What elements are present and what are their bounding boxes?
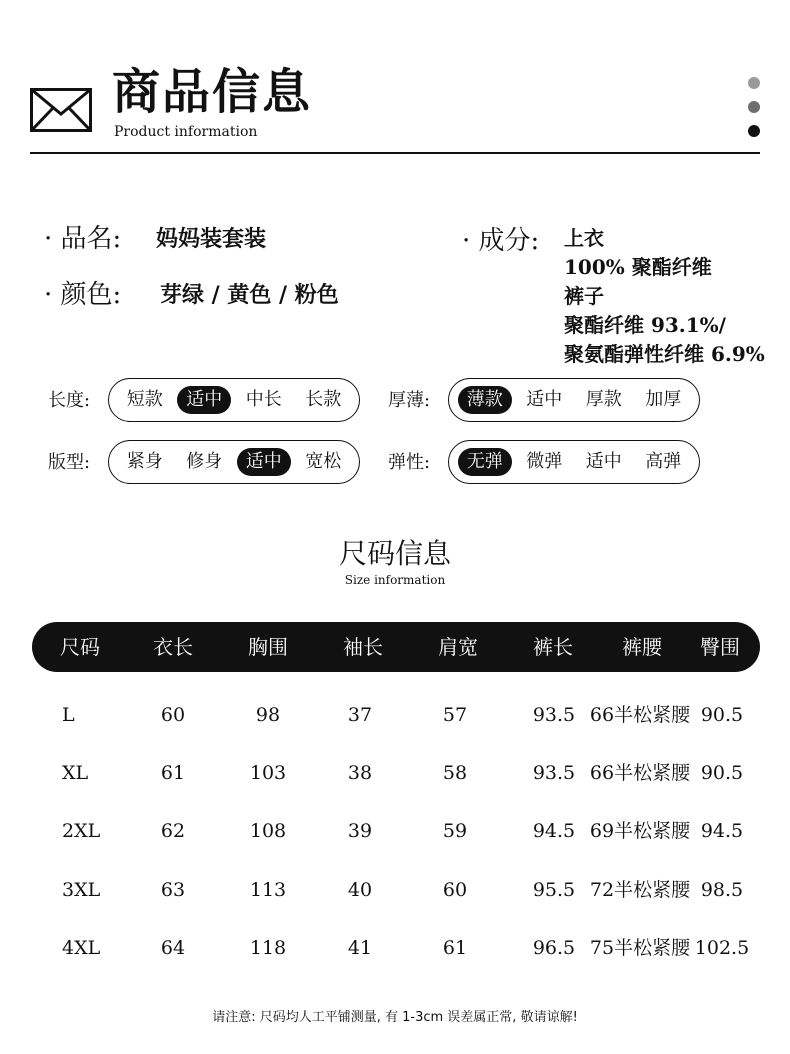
attr-option: 高弹 — [645, 451, 682, 472]
table-header-cell: 衣长 — [153, 635, 193, 659]
table-cell: 96.5 — [532, 937, 576, 959]
composition-line: 上衣 — [564, 226, 604, 250]
table-cell: 60 — [442, 879, 468, 901]
table-cell: 37 — [347, 704, 373, 726]
header-divider — [30, 152, 760, 154]
table-cell: 58 — [442, 762, 468, 784]
table-cell: 60 — [160, 704, 186, 726]
attr-label-elasticity: 弹性: — [388, 452, 431, 473]
table-cell: 66半松紧腰 — [589, 762, 691, 784]
attr-option: 厚款 — [585, 389, 622, 410]
table-header-cell: 肩宽 — [438, 635, 478, 659]
decor-dot-dark — [748, 125, 760, 137]
size-label-cell: L — [62, 704, 75, 726]
attr-option: 加厚 — [645, 389, 682, 410]
table-cell: 103 — [249, 762, 287, 784]
decor-dot-light — [748, 77, 760, 89]
attr-option-selected: 薄款 — [458, 386, 512, 414]
name-label: · 品名: — [44, 224, 122, 254]
table-cell: 113 — [249, 879, 287, 901]
attr-option: 长款 — [305, 389, 342, 410]
table-cell: 94.5 — [700, 820, 744, 842]
table-cell: 57 — [442, 704, 468, 726]
table-cell: 95.5 — [532, 879, 576, 901]
attr-label-thickness: 厚薄: — [388, 390, 431, 411]
envelope-icon — [30, 88, 92, 132]
size-table-header — [32, 622, 760, 672]
table-cell: 62 — [160, 820, 186, 842]
attr-option: 适中 — [526, 389, 563, 410]
attr-option-selected: 适中 — [177, 386, 231, 414]
attr-pill-thickness — [448, 378, 700, 422]
size-label-cell: 3XL — [62, 879, 101, 901]
table-header-cell: 尺码 — [60, 635, 100, 659]
table-header-cell: 胸围 — [248, 635, 288, 659]
table-cell: 93.5 — [532, 704, 576, 726]
table-cell: 94.5 — [532, 820, 576, 842]
attr-option: 短款 — [126, 389, 163, 410]
attr-option-selected: 适中 — [237, 448, 291, 476]
table-cell: 90.5 — [700, 704, 744, 726]
table-cell: 61 — [442, 937, 468, 959]
table-cell: 61 — [160, 762, 186, 784]
table-cell: 75半松紧腰 — [589, 937, 691, 959]
composition-line: 100% 聚酯纤维 — [564, 255, 712, 279]
composition-line: 聚酯纤维 93.1%/ — [564, 313, 726, 337]
table-cell: 118 — [249, 937, 287, 959]
table-cell: 66半松紧腰 — [589, 704, 691, 726]
attr-pill-elasticity — [448, 440, 700, 484]
color-label: · 颜色: — [44, 280, 122, 310]
table-cell: 63 — [160, 879, 186, 901]
attr-option: 修身 — [186, 451, 223, 472]
table-header-cell: 裤腰 — [622, 635, 662, 659]
color-value: 芽绿 / 黄色 / 粉色 — [160, 282, 339, 308]
table-header-cell: 裤长 — [533, 635, 573, 659]
composition-line: 聚氨酯弹性纤维 6.9% — [564, 342, 765, 366]
table-cell: 102.5 — [694, 937, 750, 959]
size-label-cell: XL — [62, 762, 89, 784]
table-cell: 59 — [442, 820, 468, 842]
attr-label-fit: 版型: — [48, 452, 91, 473]
table-cell: 108 — [249, 820, 287, 842]
size-section-subtitle: Size information — [344, 573, 446, 587]
table-cell: 93.5 — [532, 762, 576, 784]
size-label-cell: 4XL — [62, 937, 101, 959]
name-value: 妈妈装套装 — [156, 226, 267, 252]
size-label-cell: 2XL — [62, 820, 101, 842]
table-cell: 38 — [347, 762, 373, 784]
attr-option-selected: 无弹 — [458, 448, 512, 476]
composition-label: · 成分: — [462, 226, 540, 256]
table-cell: 98.5 — [700, 879, 744, 901]
table-cell: 90.5 — [700, 762, 744, 784]
table-header-cell: 臀围 — [700, 635, 740, 659]
table-header-cell: 袖长 — [343, 635, 383, 659]
attr-pill-fit — [108, 440, 360, 484]
attr-option: 紧身 — [126, 451, 163, 472]
measurement-note: 请注意: 尺码均人工平铺测量, 有 1-3cm 误差属正常, 敬请谅解! — [212, 1010, 578, 1025]
attr-option: 宽松 — [305, 451, 342, 472]
decor-dot-mid — [748, 101, 760, 113]
attr-option: 适中 — [585, 451, 622, 472]
composition-line: 裤子 — [564, 284, 604, 308]
table-cell: 72半松紧腰 — [589, 879, 691, 901]
attr-option: 微弹 — [526, 451, 563, 472]
page-title: 商品信息 — [112, 64, 313, 120]
attr-label-length: 长度: — [48, 390, 91, 411]
table-cell: 98 — [255, 704, 281, 726]
table-cell: 39 — [347, 820, 373, 842]
attr-option: 中长 — [245, 389, 282, 410]
table-cell: 64 — [160, 937, 186, 959]
page-subtitle: Product information — [114, 124, 258, 140]
attr-pill-length — [108, 378, 360, 422]
table-cell: 40 — [347, 879, 373, 901]
table-cell: 69半松紧腰 — [589, 820, 691, 842]
table-cell: 41 — [347, 937, 373, 959]
size-section-title: 尺码信息 — [338, 537, 451, 570]
composition-list — [564, 224, 765, 369]
